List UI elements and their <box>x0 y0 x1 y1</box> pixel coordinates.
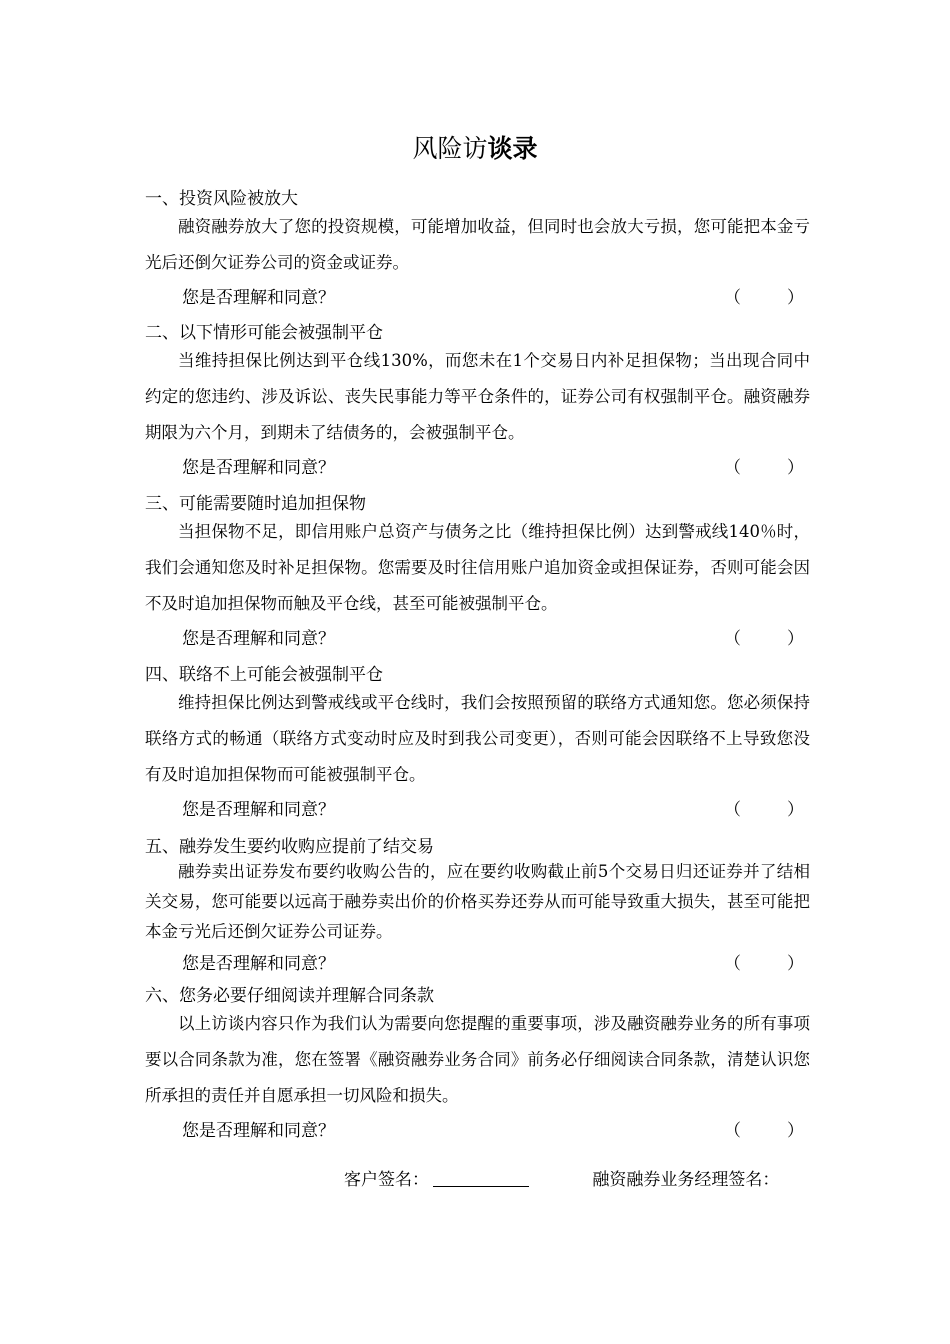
section-heading: 二、以下情形可能会被强制平仓 <box>145 323 383 343</box>
customer-signature-line[interactable] <box>433 1166 529 1187</box>
question-text: 您是否理解和同意？ <box>182 954 335 974</box>
question-text: 您是否理解和同意？ <box>182 1121 335 1141</box>
question-row <box>145 624 810 654</box>
question-row <box>145 453 810 483</box>
paren-close: ） <box>787 288 804 308</box>
paren-open: （ <box>724 458 741 478</box>
signature-row <box>344 1166 779 1194</box>
question-text: 您是否理解和同意？ <box>182 629 335 649</box>
section-4 <box>145 663 810 825</box>
section-5 <box>145 835 810 979</box>
section-heading: 一、投资风险被放大 <box>145 189 298 209</box>
section-body: 维持担保比例达到警戒线或平仓线时，我们会按照预留的联络方式通知您。您必须保持联络方式的畅通（联络方式变动时应及时到我公司变更），否则可能会因联络不上导致您没有及时追加担保物而可能被强制平仓。 <box>145 693 810 784</box>
paren-open: （ <box>724 800 741 820</box>
section-heading: 三、可能需要随时追加担保物 <box>145 494 366 514</box>
question-row <box>145 283 810 313</box>
section-6 <box>145 984 810 1146</box>
paren-open: （ <box>724 1121 741 1141</box>
section-body: 当担保物不足，即信用账户总资产与债务之比（维持担保比例）达到警戒线140％时，我们会通知您及时补足担保物。您需要及时往信用账户追加资金或担保证券，否则可能会因不及时追加担保物而触及平仓线，甚至可能被强制平仓。 <box>145 522 810 613</box>
answer-box[interactable] <box>724 283 804 313</box>
paren-close: ） <box>787 954 804 974</box>
manager-signature-label: 融资融券业务经理签名： <box>592 1170 780 1190</box>
question-text: 您是否理解和同意？ <box>182 800 335 820</box>
title-part-1: 风险访 <box>412 134 488 163</box>
section-body: 融券卖出证券发布要约收购公告的，应在要约收购截止前5个交易日归还证券并了结相关交易，您可能要以远高于融券卖出价的价格买券还券从而可能导致重大损失，甚至可能把本金亏光后还倒欠证券公司证券。 <box>145 862 810 941</box>
section-heading: 五、融券发生要约收购应提前了结交易 <box>145 837 434 857</box>
question-row <box>145 1116 810 1146</box>
section-3 <box>145 492 810 654</box>
paren-open: （ <box>724 954 741 974</box>
section-1 <box>145 187 810 313</box>
paren-close: ） <box>787 800 804 820</box>
section-body: 以上访谈内容只作为我们认为需要向您提醒的重要事项，涉及融资融券业务的所有事项要以合同条款为准，您在签署《融资融券业务合同》前务必仔细阅读合同条款，清楚认识您所承担的责任并自愿承担一切风险和损失。 <box>145 1014 810 1105</box>
question-text: 您是否理解和同意？ <box>182 288 335 308</box>
paren-open: （ <box>724 629 741 649</box>
paren-close: ） <box>787 629 804 649</box>
answer-box[interactable] <box>724 949 804 979</box>
section-heading: 六、您务必要仔细阅读并理解合同条款 <box>145 986 434 1006</box>
section-body: 融资融券放大了您的投资规模，可能增加收益，但同时也会放大亏损，您可能把本金亏光后还倒欠证券公司的资金或证券。 <box>145 217 810 272</box>
section-heading: 四、联络不上可能会被强制平仓 <box>145 665 383 685</box>
paren-close: ） <box>787 458 804 478</box>
section-body: 当维持担保比例达到平仓线130%，而您未在1个交易日内补足担保物；当出现合同中约定的您违约、涉及诉讼、丧失民事能力等平仓条件的，证券公司有权强制平仓。融资融券期限为六个月，到期未了结债务的，会被强制平仓。 <box>145 351 810 442</box>
answer-box[interactable] <box>724 795 804 825</box>
document-title <box>0 132 950 166</box>
paren-close: ） <box>787 1121 804 1141</box>
question-row <box>145 949 810 979</box>
paren-open: （ <box>724 288 741 308</box>
answer-box[interactable] <box>724 1116 804 1146</box>
customer-signature-label: 客户签名： <box>344 1170 429 1190</box>
answer-box[interactable] <box>724 624 804 654</box>
answer-box[interactable] <box>724 453 804 483</box>
title-part-2: 谈录 <box>487 134 538 163</box>
question-text: 您是否理解和同意？ <box>182 458 335 478</box>
section-2 <box>145 321 810 483</box>
question-row <box>145 795 810 825</box>
